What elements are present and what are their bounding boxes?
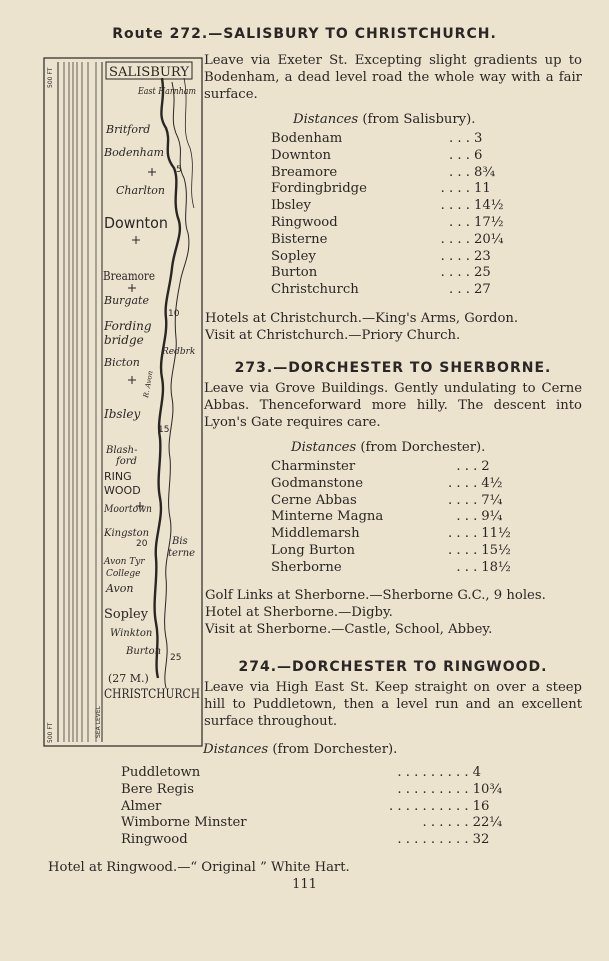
distance-row [271,526,511,543]
distance-row [121,782,502,799]
map-label-avon-tyrrell-1: Avon Tyr [104,557,145,567]
distance-place: Almer [121,798,162,814]
distance-row [271,493,511,510]
distance-row [121,765,502,782]
map-label-river-avon: R. Avon [142,370,155,399]
distance-leader-dots: . . . [456,459,478,474]
distance-miles: 27 [474,282,491,298]
route-272-distances-table [271,131,504,299]
map-label-total: (27 M.) [108,672,149,685]
scale-left-label: 500 FT [47,67,54,88]
distance-place: Middlemarsh [271,526,360,542]
distance-row [271,509,511,526]
distance-miles: 25 [474,265,491,281]
map-label-ringwood-1: RING [104,470,132,483]
distance-row [271,265,504,282]
distance-leader-dots: . . . . [440,248,470,264]
distance-place: Ringwood [121,832,188,848]
distance-row [121,832,502,849]
map-label-ringwood-2: WOOD [104,484,141,497]
route-274-intro: Leave via High East St. Keep straight on over a steep hill to Puddletown, then a level run and an excellent surface throughout. [204,680,582,729]
distance-place: Godmanstone [271,475,364,491]
route-274-title: 274.—DORCHESTER TO RINGWOOD. [238,659,548,675]
route-273-visit: Visit at Sherborne.—Castle, School, Abbey. [205,622,493,637]
map-label-kingston: Kingston [104,528,150,539]
distance-leader-dots: . . . . [440,231,470,247]
distances-from: (from Salisbury). [362,112,476,127]
distance-row [271,249,504,266]
distance-place: Downton [271,147,332,163]
map-label-sopley: Sopley [104,607,149,622]
map-label-avon: Avon [106,582,134,595]
distance-leader-dots: . . . . [447,542,478,558]
map-label-fordingbridge-2: bridge [104,333,144,347]
distance-miles: 22¼ [472,815,503,831]
route-273-distances-table [271,459,511,577]
distance-row [271,476,511,493]
distances-from: (from Dorchester). [360,440,486,455]
route-273-hotel: Hotel at Sherborne.—Digby. [205,605,393,620]
distance-leader-dots: . . . . [447,492,478,508]
distance-miles: 8¾ [474,164,496,180]
distances-label: Distances [293,112,359,127]
distance-leader-dots: . . . . . . . . . [397,781,469,797]
distance-miles: 20¼ [474,231,504,247]
distance-place: Charminster [271,459,356,474]
distance-place: Cerne Abbas [271,492,357,508]
distance-miles: 10¾ [472,781,503,797]
distance-row [271,282,504,299]
distance-miles: 6 [474,147,483,163]
distance-place: Fordingbridge [271,181,367,197]
route-274-distances-heading [203,742,397,757]
distance-miles: 32 [472,832,490,848]
mile-marker-25: 25 [170,653,182,663]
distance-place: Wimborne Minster [121,815,247,831]
distance-leader-dots: . . . . . . . . . [397,765,469,780]
distance-row [271,181,504,198]
mile-marker-15: 15 [158,425,170,435]
map-label-downton: Downton [104,214,168,232]
distance-leader-dots: . . . [449,282,470,298]
route-272-title: Route 272.—SALISBURY TO CHRISTCHURCH. [112,26,497,42]
map-label-avon-tyrrell-2: College [106,569,141,579]
distance-leader-dots: . . . . [440,181,470,197]
map-label-christchurch: CHRISTCHURCH [104,687,200,702]
route-273-intro: Leave via Grove Buildings. Gently undulating to Cerne Abbas. Thenceforward more hilly. The descent into Lyon's Gate requires care. [204,381,582,430]
distance-place: Puddletown [121,765,201,780]
distance-miles: 11 [474,181,491,197]
distance-miles: 4 [472,765,482,780]
distance-miles: 16 [472,798,490,814]
distance-leader-dots: . . . [456,509,478,525]
distances-label: Distances [291,440,357,455]
distance-place: Ringwood [271,214,338,230]
route-274-distances-table [121,765,502,849]
distance-place: Burton [271,265,318,281]
distance-miles: 7¼ [481,492,503,508]
map-label-blashford-2: ford [116,456,137,467]
distance-row [121,799,502,816]
distance-leader-dots: . . . . . . [422,815,469,831]
distance-miles: 3 [474,131,483,146]
distance-place: Bere Regis [121,781,194,797]
distance-leader-dots: . . . . [440,265,470,281]
distance-leader-dots: . . . [449,214,470,230]
page-number: 111 [292,877,317,892]
map-label-moortown: Moortown [103,504,152,515]
route-map [44,58,202,746]
scale-bottom-label: SEA LEVEL [95,706,102,738]
distance-place: Sopley [271,248,316,264]
distances-from: (from Dorchester). [272,742,398,757]
distance-row [271,131,504,148]
distance-place: Bisterne [271,231,328,247]
map-label-burton: Burton [126,646,162,657]
distance-place: Christchurch [271,282,359,298]
distance-row [271,165,504,182]
map-label-bisterne-1: Bis [172,536,188,547]
distance-miles: 17½ [474,214,504,230]
map-label-breamore: Breamore [103,269,155,283]
map-label-burgate: Burgate [104,294,149,307]
map-label-britford: Britford [106,123,151,136]
map-label-salisbury: SALISBURY [109,65,190,80]
route-272-visit: Visit at Christchurch.—Priory Church. [205,328,461,343]
distance-miles: 18½ [481,559,511,575]
map-label-ibsley: Ibsley [104,407,141,421]
route-272-hotels: Hotels at Christchurch.—King's Arms, Gordon. [205,311,519,326]
distances-label: Distances [203,742,269,757]
distance-miles: 23 [474,248,491,264]
map-label-bisterne-2: terne [168,548,196,559]
distance-miles: 9¼ [481,509,503,525]
map-label-bodenham: Bodenham [102,146,164,159]
map-label-redbrk: Redbrk [162,347,196,357]
map-label-fordingbridge-1: Fording [104,319,152,333]
distance-place: Sherborne [271,559,342,575]
route-273-golf: Golf Links at Sherborne.—Sherborne G.C., 9 holes. [205,588,546,603]
route-273-title: 273.—DORCHESTER TO SHERBORNE. [234,360,552,376]
distance-place: Bodenham [271,131,343,146]
distance-row [121,815,502,832]
distance-leader-dots: . . . [456,559,478,575]
distance-row [271,560,511,577]
route-273-distances-heading [291,440,485,455]
distance-leader-dots: . . . [449,131,470,146]
distance-place: Long Burton [271,542,356,558]
distance-row [271,543,511,560]
distance-leader-dots: . . . . . . . . . . [388,798,469,814]
mile-marker-10: 10 [168,309,180,319]
distance-place: Minterne Magna [271,509,384,525]
mile-marker-20: 20 [136,539,148,549]
scale-top-label: 500 FT [47,722,54,743]
distance-row [271,232,504,249]
distance-place: Ibsley [271,198,311,214]
distance-miles: 2 [481,459,490,474]
mile-marker-5: 5 [176,165,182,175]
distance-row [271,459,511,476]
distance-leader-dots: . . . [449,147,470,163]
route-272-distances-heading [293,112,475,127]
distance-miles: 11½ [481,526,511,542]
map-label-bicton: Bicton [104,356,140,369]
route-272-intro: Leave via Exeter St. Excepting slight gradients up to Bodenham, a dead level road the whole way with a fair surface. [204,53,582,102]
distance-row [271,215,504,232]
distance-leader-dots: . . . . [440,198,470,214]
map-label-winkton: Winkton [110,628,153,639]
distance-miles: 15½ [481,542,511,558]
route-274-hotel: Hotel at Ringwood.—“ Original ” White Hart. [48,860,350,875]
distance-miles: 4½ [481,475,503,491]
distance-row [271,198,504,215]
distance-leader-dots: . . . . . . . . . [397,832,469,848]
map-label-charlton: Charlton [116,184,165,197]
distance-place: Breamore [271,164,338,180]
distance-leader-dots: . . . . [447,526,478,542]
map-label-east-harnham: East Harnham [137,87,196,97]
distance-miles: 14½ [474,198,504,214]
distance-leader-dots: . . . . [447,475,478,491]
distance-row [271,148,504,165]
map-label-blashford-1: Blash- [106,445,138,456]
distance-leader-dots: . . . [449,164,470,180]
